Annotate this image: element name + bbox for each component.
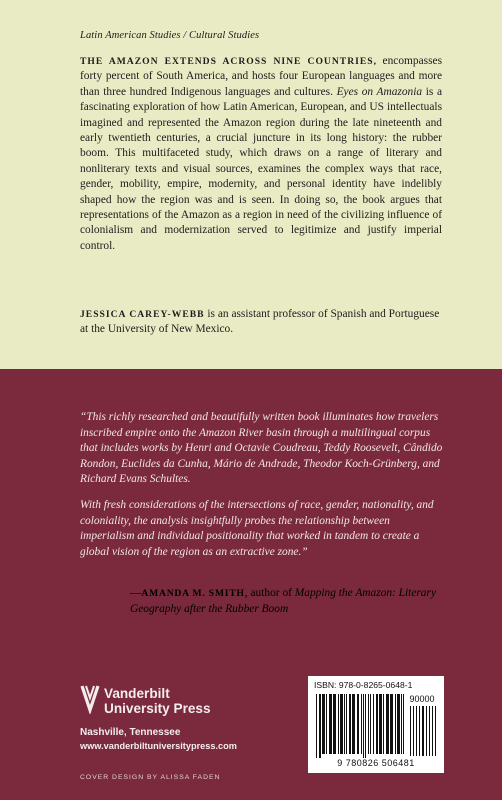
barcode-bar (344, 694, 345, 754)
barcode-bar (395, 694, 396, 754)
vanderbilt-v-icon (80, 684, 100, 714)
isbn-barcode (308, 676, 444, 773)
barcode-bar (401, 694, 402, 754)
quote-paragraph-1: “This richly researched and beautifully written book illuminates how travelers inscribed empire onto the Amazon River basin through a multilingual corpus that includes works by Henri and Octavie Coudreau, Teddy Roosevelt, Cândido Rondon, Euclides da Cunha, Mário de Andrade, Theodor Koch-Grünberg, and Richard Evans Schultes. (80, 411, 443, 486)
barcode-bar (397, 694, 400, 754)
addon-bar (416, 706, 417, 756)
publisher-city: Nashville, Tennessee (80, 727, 181, 738)
author-bio-text: is an assistant professor of Spanish and Portuguese at the University of New Mexico. (80, 308, 440, 336)
addon-bar (432, 706, 433, 756)
barcode-bar (365, 694, 366, 758)
category-label: Latin American Studies / Cultural Studies (80, 30, 260, 41)
barcode-bar (338, 694, 339, 754)
barcode-bar (333, 694, 336, 754)
price-code: 90000 (409, 694, 435, 704)
addon-bar (419, 706, 420, 756)
barcode-bar (379, 694, 382, 754)
barcode-bar (316, 694, 317, 758)
addon-bar (426, 706, 427, 756)
addon-bar (422, 706, 424, 756)
description-part2: is a fascinating exploration of how Latin American, European, and US intellectuals imagined and represented the Amazon region during the late nineteenth and early twentieth centuries, a crucial juncture in its long history: the rubber boom. This multifaceted study, which draws on a range of literary and nonliterary texts and visual sources, examines the complex ways that race, gender, mobility, empire, modernity, and personal identity have indelibly shaped how the region was and is seen. In doing so, the book argues that representations of the Amazon as a region in need of the civilizing influence of colonialism and modernization served to legitimize and justify imperial control. (80, 85, 442, 252)
barcode-bar (329, 694, 332, 754)
barcode-bar (390, 694, 393, 754)
description-panel (0, 0, 502, 369)
barcode-bars (312, 692, 440, 758)
barcode-bar (386, 694, 389, 754)
isbn-label (314, 680, 412, 690)
description-lead: THE AMAZON EXTENDS ACROSS NINE COUNTRIES, (80, 56, 377, 67)
publisher-name (104, 686, 211, 716)
barcode-bar (319, 694, 321, 758)
barcode-bar (346, 694, 347, 754)
barcode-bar (368, 694, 369, 754)
barcode-bar (352, 694, 355, 754)
publisher-name-line1: Vanderbilt (104, 686, 170, 701)
endorsement-quote (80, 410, 444, 570)
addon-bar (435, 706, 436, 756)
publisher-url: www.vanderbiltuniversitypress.com (80, 741, 237, 751)
barcode-digits: 9 780826 506481 (337, 758, 415, 768)
isbn-number: ISBN: 978-0-8265-0648-1 (314, 680, 413, 690)
attribution-book: Mapping the Amazon: Literary Geography after the Rubber Boom (130, 587, 436, 615)
publisher-logo (80, 684, 230, 724)
barcode-bar (403, 694, 404, 754)
addon-bar (429, 706, 430, 756)
author-name: JESSICA CAREY-WEBB (80, 309, 205, 320)
addon-bar (410, 706, 411, 756)
book-title: Eyes on Amazonia (336, 85, 423, 98)
barcode-bar (349, 694, 351, 754)
book-description (80, 54, 442, 254)
barcode-bar (373, 694, 374, 754)
barcode-bar (370, 694, 371, 754)
description-part1: encompasses forty percent of South America, and hosts four European languages and more than three hundred Indigenous languages and cultures. (80, 55, 442, 98)
publisher-name-line2: University Press (104, 701, 211, 716)
barcode-bar (357, 694, 359, 754)
addon-bar (413, 706, 414, 756)
barcode-bar (326, 694, 327, 754)
barcode-bar (376, 694, 378, 754)
barcode-bar (361, 694, 362, 754)
attribution-dash: — (130, 587, 142, 599)
barcode-bar (322, 694, 325, 754)
attribution-name: AMANDA M. SMITH (141, 588, 245, 599)
attribution-author-of: , author of (244, 587, 295, 599)
barcode-bar (340, 694, 343, 754)
cover-design-credit: COVER DESIGN BY ALISSA FADEN (80, 774, 221, 781)
quote-attribution (130, 586, 450, 617)
barcode-bar (363, 694, 364, 758)
barcode-bar (383, 694, 384, 754)
author-bio (80, 307, 442, 338)
quote-paragraph-2: With fresh considerations of the intersections of race, gender, nationality, and coloniality, the analysis insightfully probes the relationship between imperialism and individual positionality that worked in tandem to create a global vision of the region as an extractive zone.” (80, 498, 434, 558)
